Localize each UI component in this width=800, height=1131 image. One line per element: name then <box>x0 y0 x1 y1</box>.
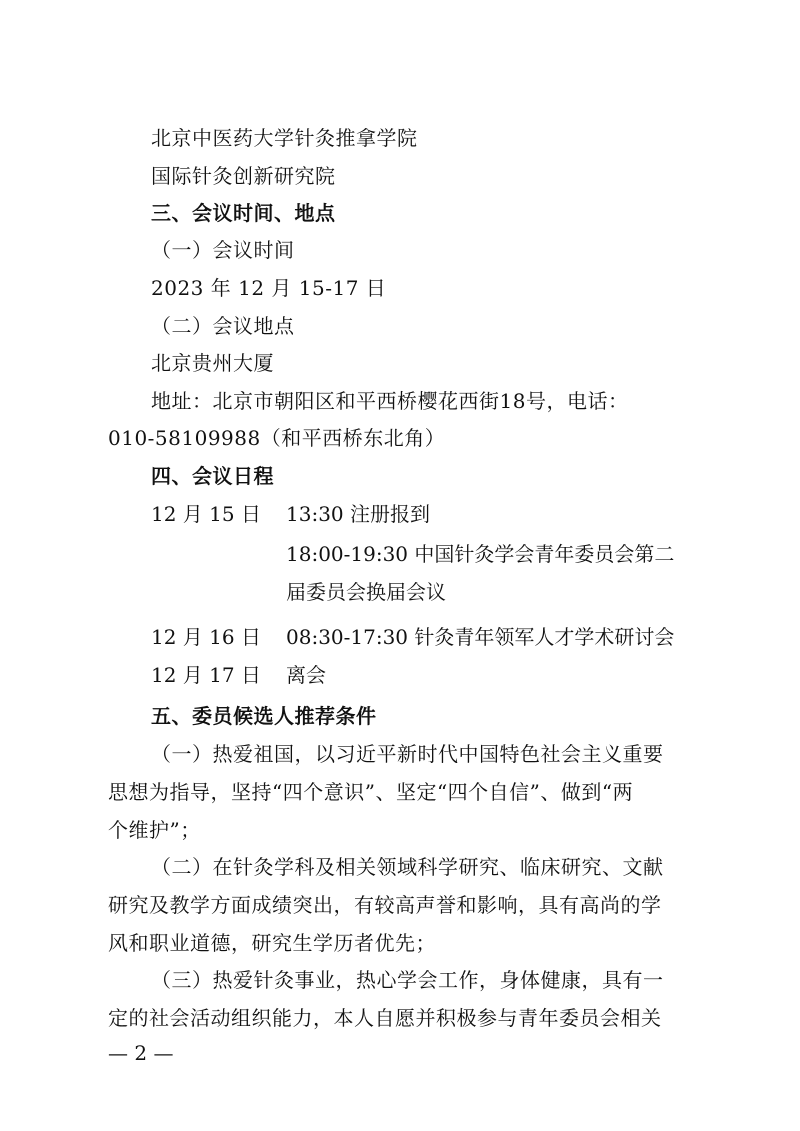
schedule-item: 13:30 注册报到 <box>286 502 430 526</box>
meeting-date: 2023 年 12 月 15-17 日 <box>151 276 387 300</box>
condition-3-line: （三）热爱针灸事业，热心学会工作，身体健康，具有一 <box>151 968 664 992</box>
schedule-date: 12 月 17 日 <box>151 663 261 687</box>
address-line-2: 010-58109988（和平西桥东北角） <box>108 426 446 450</box>
page-number: — 2 — <box>108 1041 174 1065</box>
subheading-meeting-time: （一）会议时间 <box>151 238 295 262</box>
venue-name: 北京贵州大厦 <box>151 351 274 375</box>
condition-2-line: （二）在针灸学科及相关领域科学研究、临床研究、文献 <box>151 855 664 879</box>
subheading-meeting-place: （二）会议地点 <box>151 314 295 338</box>
condition-2-line: 风和职业道德，研究生学历者优先； <box>108 931 436 955</box>
schedule-item: 18:00-19:30 中国针灸学会青年委员会第二 <box>286 542 675 566</box>
section-4-heading: 四、会议日程 <box>151 464 274 488</box>
schedule-date: 12 月 16 日 <box>151 625 261 649</box>
section-3-heading: 三、会议时间、地点 <box>151 201 336 225</box>
condition-1-line: （一）热爱祖国，以习近平新时代中国特色社会主义重要 <box>151 742 664 766</box>
org-line-2: 国际针灸创新研究院 <box>151 164 336 188</box>
schedule-item: 08:30-17:30 针灸青年领军人才学术研讨会 <box>286 625 675 649</box>
condition-1-line: 个维护”； <box>108 818 201 842</box>
condition-1-line: 思想为指导，坚持“四个意识”、坚定“四个自信”、做到“两 <box>108 780 634 804</box>
condition-3-line: 定的社会活动组织能力，本人自愿并积极参与青年委员会相关 <box>108 1006 662 1030</box>
section-5-heading: 五、委员候选人推荐条件 <box>151 704 377 728</box>
org-line-1: 北京中医药大学针灸推拿学院 <box>151 126 418 150</box>
condition-2-line: 研究及教学方面成绩突出，有较高声誉和影响，具有高尚的学 <box>108 893 662 917</box>
address-line-1: 地址：北京市朝阳区和平西桥樱花西街18号，电话： <box>151 389 629 413</box>
schedule-item: 离会 <box>286 663 326 687</box>
schedule-item: 届委员会换届会议 <box>286 580 446 604</box>
schedule-date: 12 月 15 日 <box>151 502 261 526</box>
